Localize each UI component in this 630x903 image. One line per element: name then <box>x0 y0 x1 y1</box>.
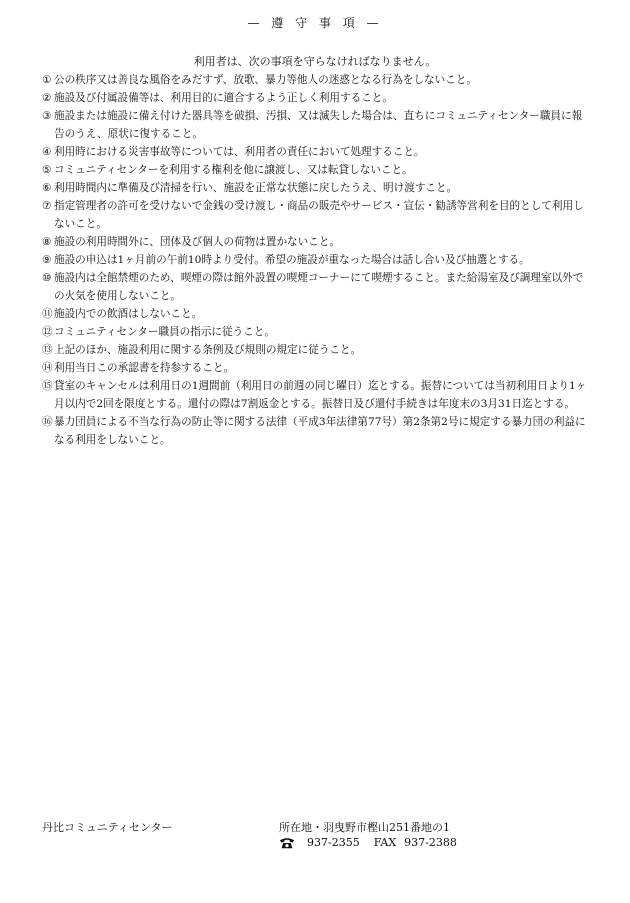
rule-number: ② <box>42 92 52 104</box>
rule-number: ⑭ <box>42 362 53 374</box>
rule-item <box>42 107 592 143</box>
fax-label: FAX <box>373 836 397 849</box>
rule-text: 利用時における災害事故等については、利用者の責任において処理すること。 <box>54 146 425 158</box>
rule-text: 公の秩序又は善良な風俗をみだすず、放歌、暴力等他人の迷惑となる行為をしないこと。 <box>54 74 478 86</box>
rules-list <box>42 71 592 449</box>
rule-item <box>42 71 592 89</box>
address-text: 所在地・羽曳野市樫山251番地の1 <box>279 821 450 834</box>
contact-row <box>279 836 457 849</box>
rule-number: ⑥ <box>42 182 52 194</box>
rule-item <box>42 89 592 107</box>
rule-text: 利用時間内に準備及び清掃を行い、施設を正常な状態に戻したうえ、明け渡すこと。 <box>54 182 458 194</box>
rule-item <box>42 251 592 269</box>
rule-number: ① <box>42 74 52 86</box>
rule-text: 貸室のキャンセルは利用日の1週間前（利用日の前週の同じ曜日）迄とする。振替については当初利用日より1ヶ月以内で2回を限度とする。還付の際は7割返金とする。振替日及び還付手続きは年度末の3月31日迄とする。 <box>54 380 587 410</box>
rule-item <box>42 197 592 233</box>
organization-name: 丹比コミュニティセンター <box>42 821 173 834</box>
rule-text: コミュニティセンターを利用する権利を他に譲渡し、又は転貸しないこと。 <box>54 164 413 176</box>
rule-text: 施設または施設に備え付けた器具等を破損、汚損、又は滅失した場合は、直ちにコミュニティセンター職員に報告のうえ、原状に復すること。 <box>54 110 583 140</box>
rule-text: 施設の申込は1ヶ月前の午前10時より受付。希望の施設が重なった場合は話し合い及び抽選とする。 <box>54 254 530 266</box>
rule-item <box>42 161 592 179</box>
rule-number: ⑫ <box>42 326 53 338</box>
rule-item <box>42 341 592 359</box>
fax-number: 937-2388 <box>404 836 457 849</box>
rule-text: 施設内での飲酒はしないこと。 <box>54 308 203 320</box>
rule-item <box>42 359 592 377</box>
rule-number: ⑬ <box>42 344 53 356</box>
rule-item <box>42 305 592 323</box>
rule-number: ⑯ <box>42 416 53 428</box>
rule-text: 暴力団員による不当な行為の防止等に関する法律（平成3年法律第77号）第2条第2号に規定する暴力団の利益になる利用をしないこと。 <box>54 416 586 446</box>
rule-item <box>42 323 592 341</box>
rule-number: ⑩ <box>42 272 52 284</box>
rule-item <box>42 377 592 413</box>
rule-number: ④ <box>42 146 52 158</box>
rule-number: ⑧ <box>42 236 52 248</box>
rule-number: ⑪ <box>42 308 53 320</box>
rule-text: 施設及び付属設備等は、利用目的に適合するよう正しく利用すること。 <box>54 92 393 104</box>
page-title: — 遵 守 事 項 — <box>247 16 383 30</box>
rule-item <box>42 413 592 449</box>
rule-number: ⑨ <box>42 254 52 266</box>
rule-number: ⑤ <box>42 164 52 176</box>
rule-number: ⑦ <box>42 200 52 212</box>
intro-text: 利用者は、次の事項を守らなければなりません。 <box>193 55 437 68</box>
rule-item <box>42 143 592 161</box>
rule-text: 施設の利用時間外に、団体及び個人の荷物は置かないこと。 <box>54 236 341 248</box>
rule-item <box>42 269 592 305</box>
rule-text: 施設内は全館禁煙のため、喫煙の際は館外設置の喫煙コーナーにて喫煙すること。また給湯室及び調理室以外での火気を使用しないこと。 <box>54 272 584 302</box>
rule-number: ⑮ <box>42 380 53 392</box>
rule-item <box>42 233 592 251</box>
rule-text: コミュニティセンター職員の指示に従うこと。 <box>54 326 275 338</box>
rule-item <box>42 179 592 197</box>
rule-text: 利用当日この承認書を持参すること。 <box>54 362 235 374</box>
phone-number: 937-2355 <box>307 836 360 849</box>
telephone-icon <box>279 837 295 849</box>
rule-number: ③ <box>42 110 52 122</box>
rule-text: 上記のほか、施設利用に関する条例及び規則の規定に従うこと。 <box>54 344 362 356</box>
rule-text: 指定管理者の許可を受けないで金銭の受け渡し・商品の販売やサービス・宣伝・勧誘等営利を目的として利用しないこと。 <box>54 200 584 230</box>
